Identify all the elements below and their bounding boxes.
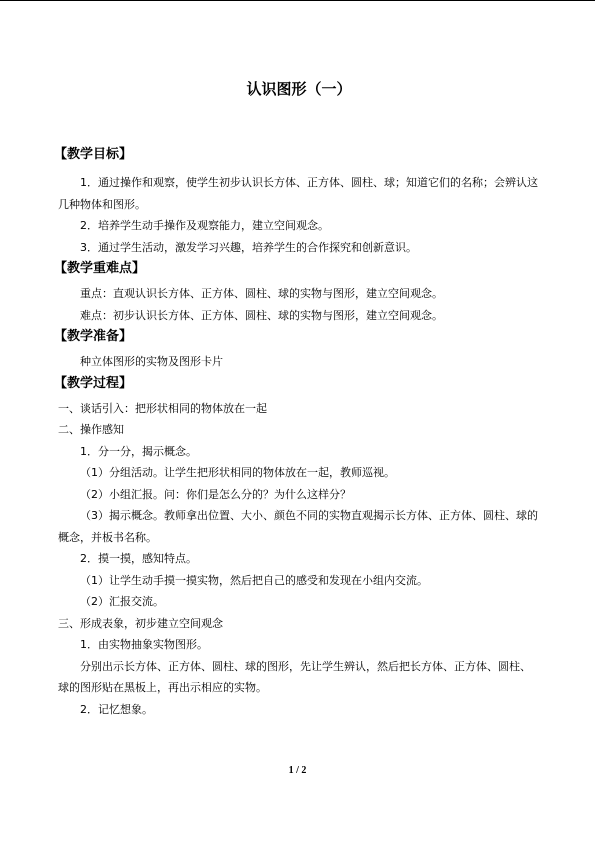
- paragraph: （1）让学生动手摸一摸实物，然后把自己的感受和发现在小组内交流。: [80, 573, 428, 587]
- paragraph: 二、操作感知: [58, 423, 124, 436]
- paragraph: 三、形成表象，初步建立空间观念: [58, 616, 223, 630]
- section-process: [54, 373, 540, 721]
- section-heading: 【教学过程】: [54, 375, 133, 391]
- top-rule: [0, 0, 595, 1]
- paragraph: 重点：直观认识长方体、正方体、圆柱、球的实物与图形，建立空间观念。: [80, 287, 443, 300]
- section-objectives: [54, 144, 540, 258]
- paragraph: 分别出示长方体、正方体、圆柱、球的图形，先让学生辨认，然后把长方体、正方体、圆柱、球的图形贴在黑板上，再出示相应的实物。: [58, 659, 531, 694]
- paragraph: （1）分组活动。让学生把形状相同的物体放在一起，教师巡视。: [80, 466, 395, 479]
- document-page: [54, 78, 540, 720]
- page-number: 1 / 2: [288, 765, 307, 776]
- paragraph: 难点：初步认识长方体、正方体、圆柱、球的实物与图形，建立空间观念。: [80, 308, 443, 322]
- paragraph: 3．通过学生活动，激发学习兴趣，培养学生的合作探究和创新意识。: [80, 240, 417, 254]
- section-preparation: [54, 326, 540, 373]
- paragraph: （3）揭示概念。教师拿出位置、大小、颜色不同的实物直观揭示长方体、正方体、圆柱、球的概念，并板书名称。: [58, 509, 538, 544]
- section-heading: 【教学准备】: [54, 329, 133, 344]
- section-key-points: [54, 258, 540, 326]
- paragraph: 1．通过操作和观察，使学生初步认识长方体、正方体、圆柱、球；知道它们的名称；会辨认这几种物体和图形。: [58, 176, 538, 211]
- paragraph: （2）汇报交流。: [80, 595, 164, 608]
- paragraph: （2）小组汇报。问：你们是怎么分的？为什么这样分？: [80, 487, 351, 501]
- paragraph: 2．摸一摸，感知特点。: [80, 552, 197, 565]
- paragraph: 1．由实物抽象实物图形。: [80, 638, 208, 651]
- document-title: 认识图形（一）: [246, 80, 352, 98]
- section-heading: 【教学重难点】: [54, 261, 146, 276]
- paragraph: 2．记忆想象。: [80, 702, 153, 716]
- paragraph: 一、谈话引入：把形状相同的物体放在一起: [58, 401, 267, 415]
- paragraph: 种立体图形的实物及图形卡片: [80, 355, 223, 368]
- paragraph: 2．培养学生动手操作及观察能力，建立空间观念。: [80, 219, 329, 232]
- paragraph: 1．分一分，揭示概念。: [80, 444, 197, 458]
- section-heading: 【教学目标】: [54, 147, 133, 162]
